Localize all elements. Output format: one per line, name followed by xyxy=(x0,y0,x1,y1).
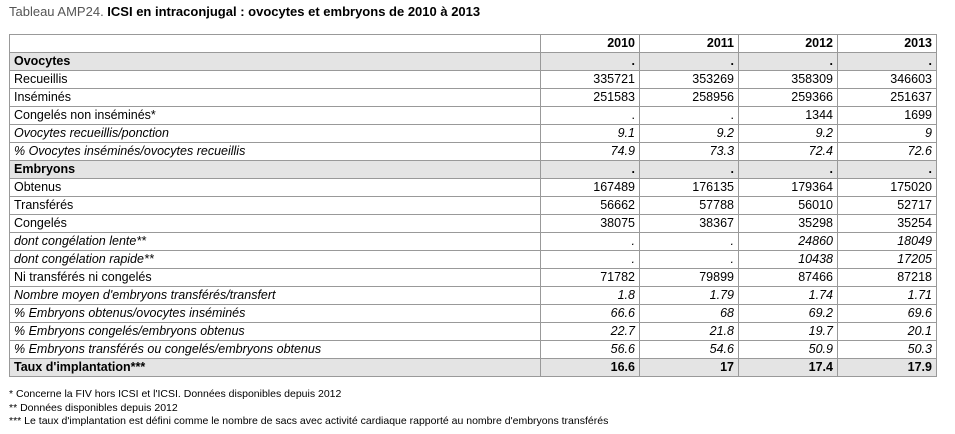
row-label: Transférés xyxy=(10,197,541,215)
footnote: ** Données disponibles depuis 2012 xyxy=(9,401,178,414)
value-cell: . xyxy=(541,53,640,71)
value-cell: 17 xyxy=(640,359,739,377)
footnote: *** Le taux d'implantation est défini comme le nombre de sacs avec activité cardiaque rapporté au nombre d'embryons transférés xyxy=(9,415,609,427)
value-cell: 1.74 xyxy=(739,287,838,305)
value-cell: . xyxy=(541,161,640,179)
value-cell: 56662 xyxy=(541,197,640,215)
value-cell: 52717 xyxy=(838,197,937,215)
value-cell: 251583 xyxy=(541,89,640,107)
value-cell: 18049 xyxy=(838,233,937,251)
table-row xyxy=(10,269,937,287)
row-label: dont congélation lente** xyxy=(10,233,541,251)
row-label: Ovocytes recueillis/ponction xyxy=(10,125,541,143)
value-cell: 56010 xyxy=(739,197,838,215)
value-cell: 22.7 xyxy=(541,323,640,341)
value-cell: . xyxy=(640,53,739,71)
value-cell: 87218 xyxy=(838,269,937,287)
table-title xyxy=(9,4,480,19)
value-cell: 1.71 xyxy=(838,287,937,305)
value-cell: 35298 xyxy=(739,215,838,233)
value-cell: 72.4 xyxy=(739,143,838,161)
row-label: Obtenus xyxy=(10,179,541,197)
value-cell: 17.4 xyxy=(739,359,838,377)
value-cell: 1699 xyxy=(838,107,937,125)
header-year-cell: 2011 xyxy=(640,35,739,53)
value-cell: . xyxy=(640,107,739,125)
value-cell: 358309 xyxy=(739,71,838,89)
value-cell: 56.6 xyxy=(541,341,640,359)
value-cell: 258956 xyxy=(640,89,739,107)
table-row xyxy=(10,107,937,125)
table-row xyxy=(10,287,937,305)
row-label: Congelés xyxy=(10,215,541,233)
row-label: % Embryons obtenus/ovocytes inséminés xyxy=(10,305,541,323)
table-row xyxy=(10,89,937,107)
value-cell: . xyxy=(739,161,838,179)
value-cell: 19.7 xyxy=(739,323,838,341)
value-cell: 35254 xyxy=(838,215,937,233)
table-row xyxy=(10,215,937,233)
row-label: Congelés non inséminés* xyxy=(10,107,541,125)
value-cell: 17.9 xyxy=(838,359,937,377)
table-row xyxy=(10,323,937,341)
value-cell: . xyxy=(640,161,739,179)
value-cell: 259366 xyxy=(739,89,838,107)
value-cell: 9.2 xyxy=(640,125,739,143)
value-cell: . xyxy=(541,233,640,251)
value-cell: 9.1 xyxy=(541,125,640,143)
value-cell: 69.2 xyxy=(739,305,838,323)
table-row xyxy=(10,359,937,377)
value-cell: 50.9 xyxy=(739,341,838,359)
value-cell: . xyxy=(541,107,640,125)
value-cell: 73.3 xyxy=(640,143,739,161)
value-cell: 1344 xyxy=(739,107,838,125)
value-cell: 72.6 xyxy=(838,143,937,161)
table-row xyxy=(10,125,937,143)
value-cell: . xyxy=(640,233,739,251)
table-row xyxy=(10,161,937,179)
value-cell: 74.9 xyxy=(541,143,640,161)
header-year-cell: 2013 xyxy=(838,35,937,53)
table-row xyxy=(10,341,937,359)
table-title-text: ICSI en intraconjugal : ovocytes et embryons de 2010 à 2013 xyxy=(103,4,481,19)
value-cell: 1.79 xyxy=(640,287,739,305)
value-cell: 175020 xyxy=(838,179,937,197)
value-cell: 79899 xyxy=(640,269,739,287)
value-cell: 54.6 xyxy=(640,341,739,359)
footnotes xyxy=(9,388,608,429)
value-cell: 167489 xyxy=(541,179,640,197)
value-cell: 179364 xyxy=(739,179,838,197)
value-cell: 20.1 xyxy=(838,323,937,341)
value-cell: 9 xyxy=(838,125,937,143)
value-cell: . xyxy=(640,251,739,269)
value-cell: 16.6 xyxy=(541,359,640,377)
value-cell: 50.3 xyxy=(838,341,937,359)
value-cell: 68 xyxy=(640,305,739,323)
value-cell: . xyxy=(541,251,640,269)
value-cell: 69.6 xyxy=(838,305,937,323)
value-cell: 353269 xyxy=(640,71,739,89)
row-label: Embryons xyxy=(10,161,541,179)
value-cell: 346603 xyxy=(838,71,937,89)
table-row xyxy=(10,179,937,197)
table-body xyxy=(10,53,937,377)
header-corner-cell xyxy=(10,35,541,53)
value-cell: 17205 xyxy=(838,251,937,269)
footnote: * Concerne la FIV hors ICSI et l'ICSI. Données disponibles depuis 2012 xyxy=(9,388,342,400)
row-label: % Embryons congelés/embryons obtenus xyxy=(10,323,541,341)
table-title-number: Tableau AMP24. xyxy=(9,4,104,19)
value-cell: 9.2 xyxy=(739,125,838,143)
value-cell: 71782 xyxy=(541,269,640,287)
value-cell: 38367 xyxy=(640,215,739,233)
value-cell: 251637 xyxy=(838,89,937,107)
row-label: dont congélation rapide** xyxy=(10,251,541,269)
header-row xyxy=(10,35,937,53)
table-row xyxy=(10,197,937,215)
value-cell: 10438 xyxy=(739,251,838,269)
value-cell: 335721 xyxy=(541,71,640,89)
value-cell: 24860 xyxy=(739,233,838,251)
value-cell: 176135 xyxy=(640,179,739,197)
value-cell: . xyxy=(838,161,937,179)
value-cell: 66.6 xyxy=(541,305,640,323)
row-label: Ovocytes xyxy=(10,53,541,71)
header-year-cell: 2010 xyxy=(541,35,640,53)
value-cell: 57788 xyxy=(640,197,739,215)
value-cell: 1.8 xyxy=(541,287,640,305)
row-label: Nombre moyen d'embryons transférés/transfert xyxy=(10,287,541,305)
value-cell: . xyxy=(739,53,838,71)
table-row xyxy=(10,233,937,251)
row-label: Ni transférés ni congelés xyxy=(10,269,541,287)
table-row xyxy=(10,143,937,161)
row-label: % Ovocytes inséminés/ovocytes recueillis xyxy=(10,143,541,161)
row-label: Inséminés xyxy=(10,89,541,107)
table-row xyxy=(10,71,937,89)
table-row xyxy=(10,251,937,269)
table-row xyxy=(10,305,937,323)
value-cell: 21.8 xyxy=(640,323,739,341)
row-label: % Embryons transférés ou congelés/embryons obtenus xyxy=(10,341,541,359)
data-table xyxy=(9,34,937,377)
value-cell: 87466 xyxy=(739,269,838,287)
value-cell: . xyxy=(838,53,937,71)
value-cell: 38075 xyxy=(541,215,640,233)
row-label: Taux d'implantation*** xyxy=(10,359,541,377)
header-year-cell: 2012 xyxy=(739,35,838,53)
table-row xyxy=(10,53,937,71)
row-label: Recueillis xyxy=(10,71,541,89)
